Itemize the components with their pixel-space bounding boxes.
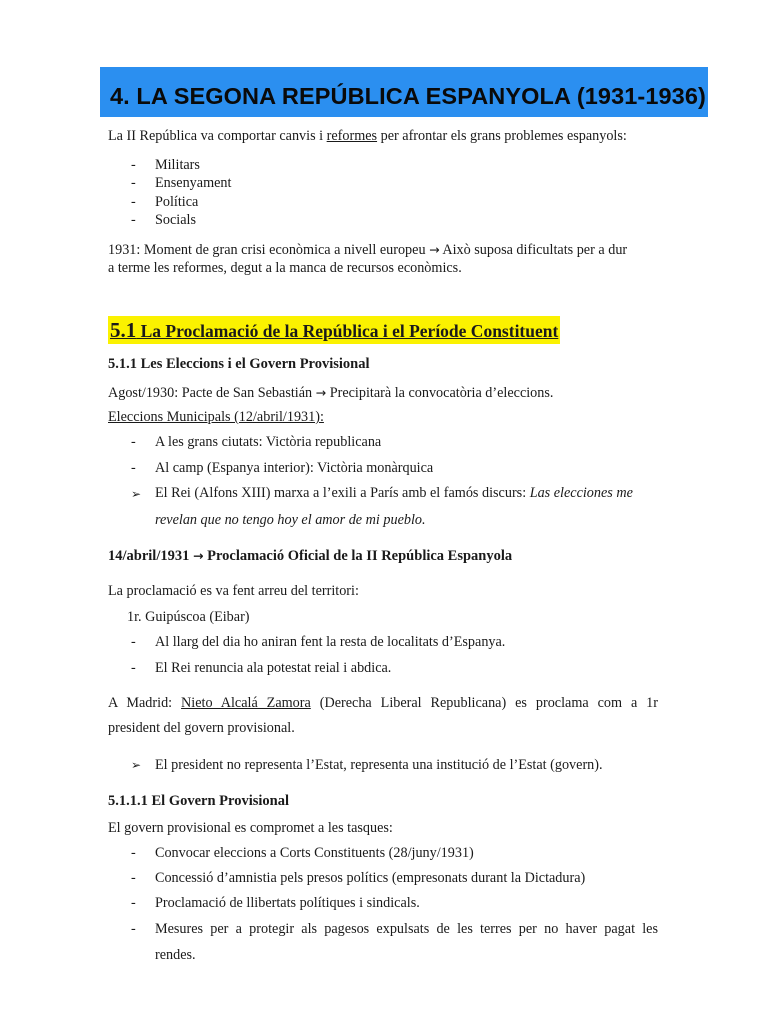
crisis-line-2: a terme les reformes, degut a la manca de recursos econòmics. (108, 260, 462, 276)
list-item: Política (155, 194, 199, 210)
rei-paragraph (155, 480, 658, 506)
list-item: Concessió d’amnistia pels presos polítics (empresonats durant la Dictadura) (155, 870, 586, 886)
chapter-title: 4. LA SEGONA REPÚBLICA ESPANYOLA (1931-1936) (110, 83, 706, 109)
rei-text: El Rei (Alfons XIII) marxa a l’exili a París amb el famós discurs: (155, 485, 530, 501)
bullet-dash: - (131, 921, 136, 937)
list-item: Mesures per a protegir als pagesos expulsats de les terres per no haver pagat les (155, 921, 658, 937)
crisis-line-1 (108, 240, 627, 260)
proclamacio-title: Proclamació Oficial de la II República Espanyola (203, 548, 513, 564)
bullet-dash: - (131, 845, 136, 861)
crisis-text-after: Això suposa dificultats per a dur (439, 242, 628, 258)
arrow-icon: → (193, 548, 204, 563)
bullet-dash: - (131, 157, 136, 173)
agost-text: Agost/1930: Pacte de San Sebastián (108, 385, 313, 401)
intro-paragraph (108, 127, 627, 146)
first-place: 1r. Guipúscoa (Eibar) (127, 609, 250, 625)
list-item: Proclamació de llibertats polítiques i sindicals. (155, 895, 420, 911)
madrid-line-1 (108, 690, 658, 716)
bullet-dash: - (131, 194, 136, 210)
bullet-dash: - (131, 460, 136, 476)
list-item: Militars (155, 157, 200, 173)
intro-text-after: per afrontar els grans problemes espanyols: (377, 128, 627, 144)
list-item: Al llarg del dia ho aniran fent la resta de localitats d’Espanya. (155, 634, 506, 650)
bullet-dash: - (131, 212, 136, 228)
subsubsection-heading: 5.1.1.1 El Govern Provisional (108, 793, 289, 809)
govern-intro: El govern provisional es compromet a les tasques: (108, 820, 393, 836)
chapter-title-box (100, 67, 708, 117)
bullet-dash: - (131, 660, 136, 676)
crisis-text: 1931: Moment de gran crisi econòmica a nivell europeu (108, 242, 426, 258)
bullet-dash: - (131, 870, 136, 886)
list-item-continuation: rendes. (155, 947, 196, 963)
section-heading (108, 316, 560, 344)
eleccions-heading: Eleccions Municipals (12/abril/1931): (108, 409, 324, 425)
agost-line (108, 383, 553, 403)
madrid-line-2: president del govern provisional. (108, 720, 295, 736)
agost-text-after: Precipitarà la convocatòria d’eleccions. (326, 385, 554, 401)
president-line: El president no representa l’Estat, representa una institució de l’Estat (govern). (155, 757, 603, 773)
arrow-bullet-icon: ➢ (131, 758, 142, 772)
arrow-bullet-icon: ➢ (131, 487, 142, 501)
rei-quote-2: revelan que no tengo hoy el amor de mi pueblo. (155, 512, 426, 528)
madrid-name: Nieto Alcalá Zamora (181, 695, 311, 711)
list-item: Al camp (Espanya interior): Victòria monàrquica (155, 460, 434, 476)
subsection-heading: 5.1.1 Les Eleccions i el Govern Provisional (108, 356, 370, 372)
intro-text: La II República va comportar canvis i (108, 128, 327, 144)
list-item: Socials (155, 212, 196, 228)
rei-quote-1: Las elecciones me (529, 485, 633, 501)
madrid-text-after: (Derecha Liberal Republicana) es proclama com a 1r (310, 695, 659, 711)
list-item: El Rei renuncia ala potestat reial i abdica. (155, 660, 392, 676)
list-item: A les grans ciutats: Victòria republicana (155, 434, 382, 450)
bullet-dash: - (131, 895, 136, 911)
bullet-dash: - (131, 175, 136, 191)
arrow-icon: → (429, 242, 440, 257)
bullet-dash: - (131, 434, 136, 450)
madrid-text: A Madrid: (108, 695, 182, 711)
list-item: Ensenyament (155, 175, 232, 191)
arrow-icon: → (315, 385, 327, 400)
proclamacio-heading (108, 546, 512, 566)
proclamacio-date: 14/abril/1931 (108, 548, 190, 564)
section-title: La Proclamació de la República i el Període Constituent (136, 321, 559, 341)
arreu-line: La proclamació es va fent arreu del territori: (108, 583, 359, 599)
bullet-dash: - (131, 634, 136, 650)
list-item: Convocar eleccions a Corts Constituents (28/juny/1931) (155, 845, 474, 861)
intro-underlined: reformes (326, 128, 378, 144)
section-number: 5.1 (110, 318, 137, 342)
